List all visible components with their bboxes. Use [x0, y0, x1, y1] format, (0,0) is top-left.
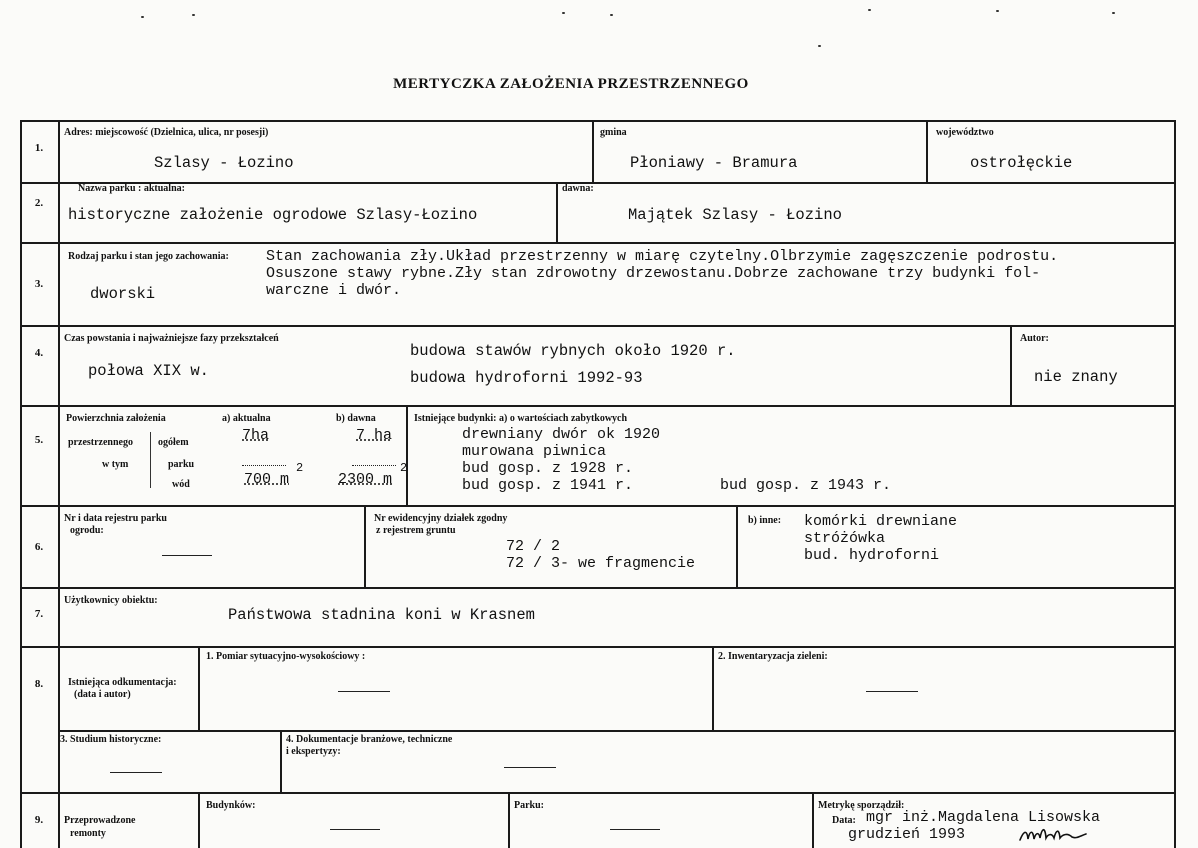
area-unit-superscript: 2	[296, 461, 304, 475]
row-divider	[20, 792, 1176, 794]
plot-item: 72 / 3- we fragmencie	[506, 555, 696, 572]
col-divider	[1010, 325, 1012, 405]
scan-speck	[868, 9, 871, 11]
area-label: Powierzchnia założenia	[66, 413, 166, 424]
address-label: Adres: miejscowość (Dzielnica, ulica, nr posesji)	[64, 127, 269, 138]
row-number: 8.	[34, 678, 44, 690]
scan-speck	[192, 14, 195, 16]
area-water-former: 2300 m	[338, 471, 393, 488]
row-number: 4.	[34, 347, 44, 359]
gmina-label: gmina	[600, 127, 627, 138]
area-row-total: ogółem	[158, 437, 189, 448]
date-label: Data:	[832, 815, 856, 826]
building-item: bud gosp. z 1943 r.	[720, 477, 892, 494]
row-divider	[20, 325, 1176, 327]
documentation-label: Istniejąca odkumentacja:	[68, 677, 177, 688]
scan-speck	[1112, 12, 1115, 14]
area-label: w tym	[102, 459, 129, 470]
row-divider	[20, 587, 1176, 589]
repairs-buildings-label: Budynków:	[206, 800, 256, 811]
table-border-left	[20, 120, 22, 848]
row-divider	[20, 405, 1176, 407]
park-name-former-value: Majątek Szlasy - Łozino	[628, 206, 842, 224]
area-col-former: b) dawna	[336, 413, 376, 424]
expert-blank	[504, 767, 556, 768]
col-divider	[556, 182, 558, 242]
area-park-current-blank	[242, 465, 286, 466]
building-item: bud gosp. z 1928 r.	[462, 460, 634, 477]
scan-speck	[818, 45, 821, 47]
phase-item: budowa stawów rybnych około 1920 r.	[410, 342, 736, 360]
area-unit-superscript: 2	[400, 461, 408, 475]
other-label: b) inne:	[748, 515, 782, 526]
repairs-park-blank	[610, 829, 660, 830]
gmina-value: Płoniawy - Bramura	[630, 154, 798, 172]
col-divider	[364, 505, 366, 587]
address-value: Szlasy - Łozino	[154, 154, 294, 172]
park-name-current-label: Nazwa parku : aktualna:	[78, 183, 185, 194]
other-item: komórki drewniane	[804, 513, 958, 530]
repairs-park-label: Parku:	[514, 800, 544, 811]
row-number: 3.	[34, 278, 44, 290]
col-divider	[406, 405, 408, 505]
area-total-former: 7 ha	[356, 427, 393, 444]
inventory-blank	[866, 691, 918, 692]
scan-speck	[610, 14, 613, 16]
users-value: Państwowa stadnina koni w Krasnem	[228, 606, 535, 624]
time-label: Czas powstania i najważniejsze fazy przekształceń	[64, 333, 279, 344]
scan-speck	[562, 12, 565, 14]
park-name-current-value: historyczne założenie ogrodowe Szlasy-Łozino	[68, 206, 478, 224]
prepared-by-label: Metrykę sporządził:	[818, 800, 905, 811]
row-divider	[20, 182, 1176, 184]
area-col-current: a) aktualna	[222, 413, 271, 424]
row-number: 7.	[34, 608, 44, 620]
plot-item: 72 / 2	[506, 538, 561, 555]
expert-label: i ekspertyzy:	[286, 746, 341, 757]
inventory-label: 2. Inwentaryzacja zieleni:	[718, 651, 828, 662]
row-number: 1.	[34, 142, 44, 154]
users-label: Użytkownicy obiektu:	[64, 595, 158, 606]
expert-label: 4. Dokumentacje branżowe, techniczne	[286, 734, 453, 745]
prepared-by-value: mgr inż.Magdalena Lisowska	[866, 809, 1101, 826]
row-divider	[58, 730, 1176, 732]
area-total-current: 7ha	[242, 427, 270, 444]
document-title: MERTYCZKA ZAŁOŻENIA PRZESTRZENNEGO	[393, 76, 749, 92]
park-type-value: dworski	[90, 285, 156, 303]
col-divider	[812, 792, 814, 848]
author-value: nie znany	[1034, 368, 1118, 386]
other-item: stróżówka	[804, 530, 886, 547]
col-divider	[198, 646, 200, 730]
history-blank	[110, 772, 162, 773]
subcol-divider	[150, 432, 151, 488]
origin-value: połowa XIX w.	[88, 362, 209, 380]
row-divider	[20, 646, 1176, 648]
row-divider	[20, 505, 1176, 507]
register-label: ogrodu:	[70, 525, 104, 536]
area-water-current: 700 m	[244, 471, 290, 488]
wojewodztwo-label: województwo	[936, 127, 994, 138]
col-divider	[736, 505, 738, 587]
park-state-line: Osuszone stawy rybne.Zły stan zdrowotny drzewostanu.Dobrze zachowane trzy budynki fol-	[266, 265, 1041, 282]
table-border-top	[20, 120, 1176, 122]
area-row-park: parku	[168, 459, 195, 470]
col-divider	[198, 792, 200, 848]
row-number: 9.	[34, 814, 44, 826]
scan-speck	[141, 16, 144, 18]
area-row-water: wód	[172, 479, 190, 490]
park-state-line: warczne i dwór.	[266, 282, 402, 299]
col-divider	[712, 646, 714, 730]
other-item: bud. hydroforni	[804, 547, 940, 564]
building-item: drewniany dwór ok 1920	[462, 426, 661, 443]
col-divider	[926, 120, 928, 182]
row-divider	[20, 242, 1176, 244]
table-border-right	[1174, 120, 1176, 848]
park-name-former-label: dawna:	[562, 183, 594, 194]
date-value: grudzień 1993	[848, 826, 966, 843]
plots-label: z rejestrem gruntu	[376, 525, 456, 536]
col-divider	[508, 792, 510, 848]
park-type-label: Rodzaj parku i stan jego zachowania:	[68, 251, 229, 262]
author-label: Autor:	[1020, 333, 1049, 344]
repairs-buildings-blank	[330, 829, 380, 830]
park-state-line: Stan zachowania zły.Układ przestrzenny w miarę czytelny.Olbrzymie zagęszczenie podrostu.	[266, 248, 1059, 265]
documentation-label: (data i autor)	[74, 689, 131, 700]
row-number: 5.	[34, 434, 44, 446]
building-item: murowana piwnica	[462, 443, 607, 460]
repairs-label: remonty	[70, 828, 106, 839]
buildings-label: Istniejące budynki: a) o wartościach zabytkowych	[414, 413, 628, 424]
row-number: 2.	[34, 197, 44, 209]
survey-blank	[338, 691, 390, 692]
scan-speck	[996, 10, 999, 12]
register-label: Nr i data rejestru parku	[64, 513, 167, 524]
building-item: bud gosp. z 1941 r.	[462, 477, 634, 494]
col-divider	[592, 120, 594, 182]
phase-item: budowa hydroforni 1992-93	[410, 369, 643, 387]
col-divider	[280, 730, 282, 792]
survey-label: 1. Pomiar sytuacyjno-wysokościowy :	[206, 651, 366, 662]
area-park-former-blank	[352, 465, 396, 466]
plots-label: Nr ewidencyjny działek zgodny	[374, 513, 508, 524]
repairs-label: Przeprowadzone	[64, 815, 136, 826]
area-label: przestrzennego	[68, 437, 133, 448]
row-number: 6.	[34, 541, 44, 553]
handwritten-signature	[1018, 824, 1088, 846]
history-label: 3. Studium historyczne:	[60, 734, 162, 745]
wojewodztwo-value: ostrołęckie	[970, 154, 1073, 172]
register-blank	[162, 555, 212, 556]
